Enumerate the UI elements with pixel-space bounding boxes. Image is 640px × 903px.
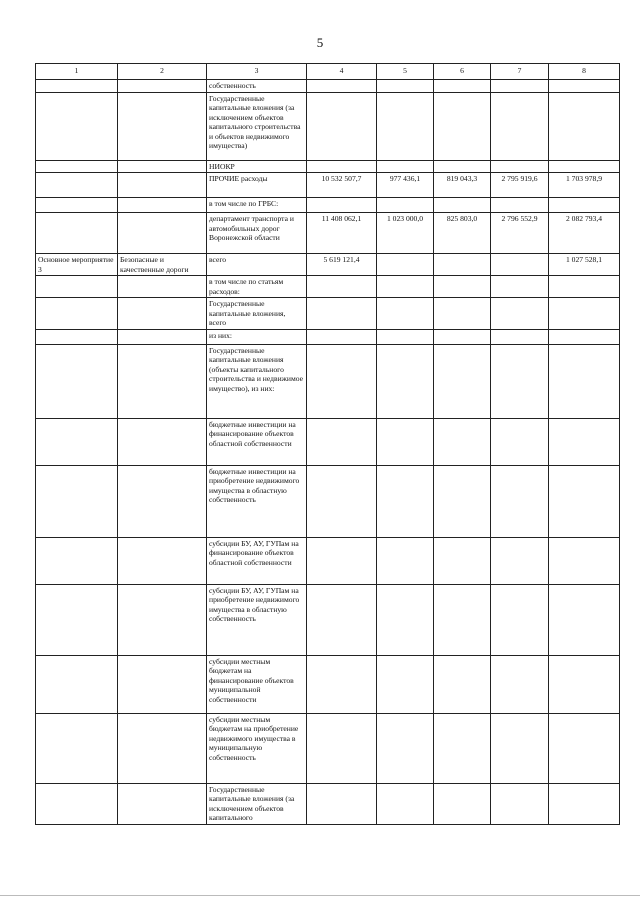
value-cell [549, 465, 620, 537]
table-row [36, 584, 620, 655]
table-row [36, 537, 620, 584]
value-cell [434, 713, 491, 783]
value-cell [377, 329, 434, 344]
expense-item-cell: субсидии БУ, АУ, ГУПам на приобретение недвижимого имущества в областную собственность [207, 584, 307, 655]
header-cell: 1 [36, 64, 118, 80]
value-cell [549, 713, 620, 783]
name-cell [118, 198, 207, 213]
value-cell [434, 584, 491, 655]
value-cell [377, 465, 434, 537]
value-cell: 2 082 793,4 [549, 213, 620, 254]
expense-item-cell: ПРОЧИЕ расходы [207, 173, 307, 198]
value-cell [377, 276, 434, 298]
value-cell [491, 418, 549, 465]
value-cell: 1 023 000,0 [377, 213, 434, 254]
expense-item-cell: собственность [207, 80, 307, 93]
value-cell [377, 160, 434, 173]
value-cell [377, 92, 434, 160]
value-cell [307, 465, 377, 537]
name-cell [118, 80, 207, 93]
table-row [36, 655, 620, 713]
event-cell: Основное мероприятие 3 [36, 254, 118, 276]
value-cell [377, 254, 434, 276]
value-cell: 11 408 062,1 [307, 213, 377, 254]
name-cell [118, 537, 207, 584]
value-cell [434, 655, 491, 713]
scan-edge-line [0, 895, 640, 896]
expense-item-cell: бюджетные инвестиции на приобретение недвижимого имущества в областную собственность [207, 465, 307, 537]
header-cell: 3 [207, 64, 307, 80]
value-cell [307, 783, 377, 824]
expense-item-cell: в том числе по ГРБС: [207, 198, 307, 213]
value-cell: 819 043,3 [434, 173, 491, 198]
value-cell [491, 783, 549, 824]
table-header-row [36, 64, 620, 80]
event-cell [36, 329, 118, 344]
value-cell [549, 329, 620, 344]
table-row [36, 418, 620, 465]
expense-item-cell: всего [207, 254, 307, 276]
value-cell [491, 92, 549, 160]
table-row [36, 713, 620, 783]
name-cell [118, 655, 207, 713]
expense-item-cell: НИОКР [207, 160, 307, 173]
name-cell [118, 276, 207, 298]
expense-item-cell: Государственные капитальные вложения (объекты капитального строительства и недвижимое имущество), из них: [207, 344, 307, 418]
value-cell [491, 160, 549, 173]
value-cell [377, 80, 434, 93]
name-cell: Безопасные и качественные дороги [118, 254, 207, 276]
value-cell [434, 276, 491, 298]
value-cell: 1 703 978,9 [549, 173, 620, 198]
table-row [36, 344, 620, 418]
value-cell [491, 276, 549, 298]
event-cell [36, 537, 118, 584]
value-cell [491, 329, 549, 344]
event-cell [36, 298, 118, 330]
event-cell [36, 92, 118, 160]
value-cell [549, 584, 620, 655]
expense-item-cell: Государственные капитальные вложения (за исключением объектов капитального строительства и объектов недвижимого имущества) [207, 92, 307, 160]
value-cell [549, 160, 620, 173]
value-cell [434, 254, 491, 276]
expense-item-cell: Государственные капитальные вложения, всего [207, 298, 307, 330]
value-cell [377, 584, 434, 655]
name-cell [118, 160, 207, 173]
value-cell [434, 418, 491, 465]
value-cell [549, 655, 620, 713]
value-cell [549, 418, 620, 465]
event-cell [36, 276, 118, 298]
table-row [36, 783, 620, 824]
value-cell [307, 655, 377, 713]
expense-item-cell: субсидии БУ, АУ, ГУПам на финансирование объектов областной собственности [207, 537, 307, 584]
event-cell [36, 418, 118, 465]
header-cell: 6 [434, 64, 491, 80]
event-cell [36, 198, 118, 213]
name-cell [118, 329, 207, 344]
value-cell [491, 198, 549, 213]
value-cell [434, 160, 491, 173]
value-cell: 2 795 919,6 [491, 173, 549, 198]
value-cell [307, 329, 377, 344]
name-cell [118, 584, 207, 655]
event-cell [36, 465, 118, 537]
value-cell: 10 532 507,7 [307, 173, 377, 198]
value-cell [307, 537, 377, 584]
value-cell [307, 92, 377, 160]
table-row [36, 276, 620, 298]
value-cell [307, 276, 377, 298]
value-cell: 977 436,1 [377, 173, 434, 198]
value-cell [307, 584, 377, 655]
value-cell [434, 298, 491, 330]
value-cell [434, 465, 491, 537]
value-cell [491, 254, 549, 276]
value-cell [491, 298, 549, 330]
name-cell [118, 92, 207, 160]
expense-item-cell: субсидии местным бюджетам на финансирование объектов муниципальной собственности [207, 655, 307, 713]
value-cell [549, 198, 620, 213]
value-cell: 2 796 552,9 [491, 213, 549, 254]
value-cell [491, 655, 549, 713]
table-row [36, 173, 620, 198]
expense-item-cell: Государственные капитальные вложения (за исключением объектов капитального [207, 783, 307, 824]
value-cell [491, 537, 549, 584]
header-cell: 4 [307, 64, 377, 80]
table-row [36, 298, 620, 330]
header-cell: 7 [491, 64, 549, 80]
value-cell [307, 198, 377, 213]
value-cell [549, 783, 620, 824]
event-cell [36, 584, 118, 655]
value-cell [307, 418, 377, 465]
value-cell [549, 276, 620, 298]
table-row [36, 92, 620, 160]
expense-item-cell: бюджетные инвестиции на финансирование объектов областной собственности [207, 418, 307, 465]
value-cell [491, 344, 549, 418]
value-cell [549, 92, 620, 160]
value-cell [377, 198, 434, 213]
value-cell [434, 783, 491, 824]
name-cell [118, 173, 207, 198]
table-row [36, 465, 620, 537]
value-cell [377, 298, 434, 330]
value-cell [434, 329, 491, 344]
expense-item-cell: субсидии местным бюджетам на приобретение недвижимого имущества в муниципальную собственность [207, 713, 307, 783]
name-cell [118, 213, 207, 254]
event-cell [36, 173, 118, 198]
value-cell [549, 537, 620, 584]
value-cell [307, 160, 377, 173]
value-cell [377, 537, 434, 584]
event-cell [36, 213, 118, 254]
table-row [36, 80, 620, 93]
event-cell [36, 344, 118, 418]
table-row [36, 198, 620, 213]
expense-item-cell: в том числе по статьям расходов: [207, 276, 307, 298]
header-cell: 2 [118, 64, 207, 80]
table-row [36, 213, 620, 254]
value-cell [549, 80, 620, 93]
value-cell [491, 465, 549, 537]
value-cell [434, 80, 491, 93]
value-cell [307, 713, 377, 783]
value-cell [434, 92, 491, 160]
value-cell: 1 027 528,1 [549, 254, 620, 276]
table-row [36, 160, 620, 173]
value-cell: 825 803,0 [434, 213, 491, 254]
event-cell [36, 160, 118, 173]
page-number: 5 [316, 35, 324, 50]
value-cell [491, 584, 549, 655]
value-cell [549, 344, 620, 418]
header-cell: 5 [377, 64, 434, 80]
event-cell [36, 783, 118, 824]
value-cell [434, 198, 491, 213]
value-cell [377, 783, 434, 824]
table-row [36, 329, 620, 344]
value-cell [434, 344, 491, 418]
value-cell [491, 713, 549, 783]
value-cell [377, 655, 434, 713]
name-cell [118, 418, 207, 465]
budget-table [35, 63, 620, 825]
expense-item-cell: из них: [207, 329, 307, 344]
expense-item-cell: департамент транспорта и автомобильных дорог Воронежской области [207, 213, 307, 254]
value-cell: 5 619 121,4 [307, 254, 377, 276]
value-cell [307, 344, 377, 418]
value-cell [307, 80, 377, 93]
event-cell [36, 80, 118, 93]
event-cell [36, 713, 118, 783]
table-row [36, 254, 620, 276]
value-cell [377, 344, 434, 418]
name-cell [118, 298, 207, 330]
name-cell [118, 465, 207, 537]
name-cell [118, 344, 207, 418]
value-cell [491, 80, 549, 93]
name-cell [118, 783, 207, 824]
value-cell [549, 298, 620, 330]
name-cell [118, 713, 207, 783]
value-cell [307, 298, 377, 330]
value-cell [377, 713, 434, 783]
event-cell [36, 655, 118, 713]
header-cell: 8 [549, 64, 620, 80]
value-cell [377, 418, 434, 465]
value-cell [434, 537, 491, 584]
